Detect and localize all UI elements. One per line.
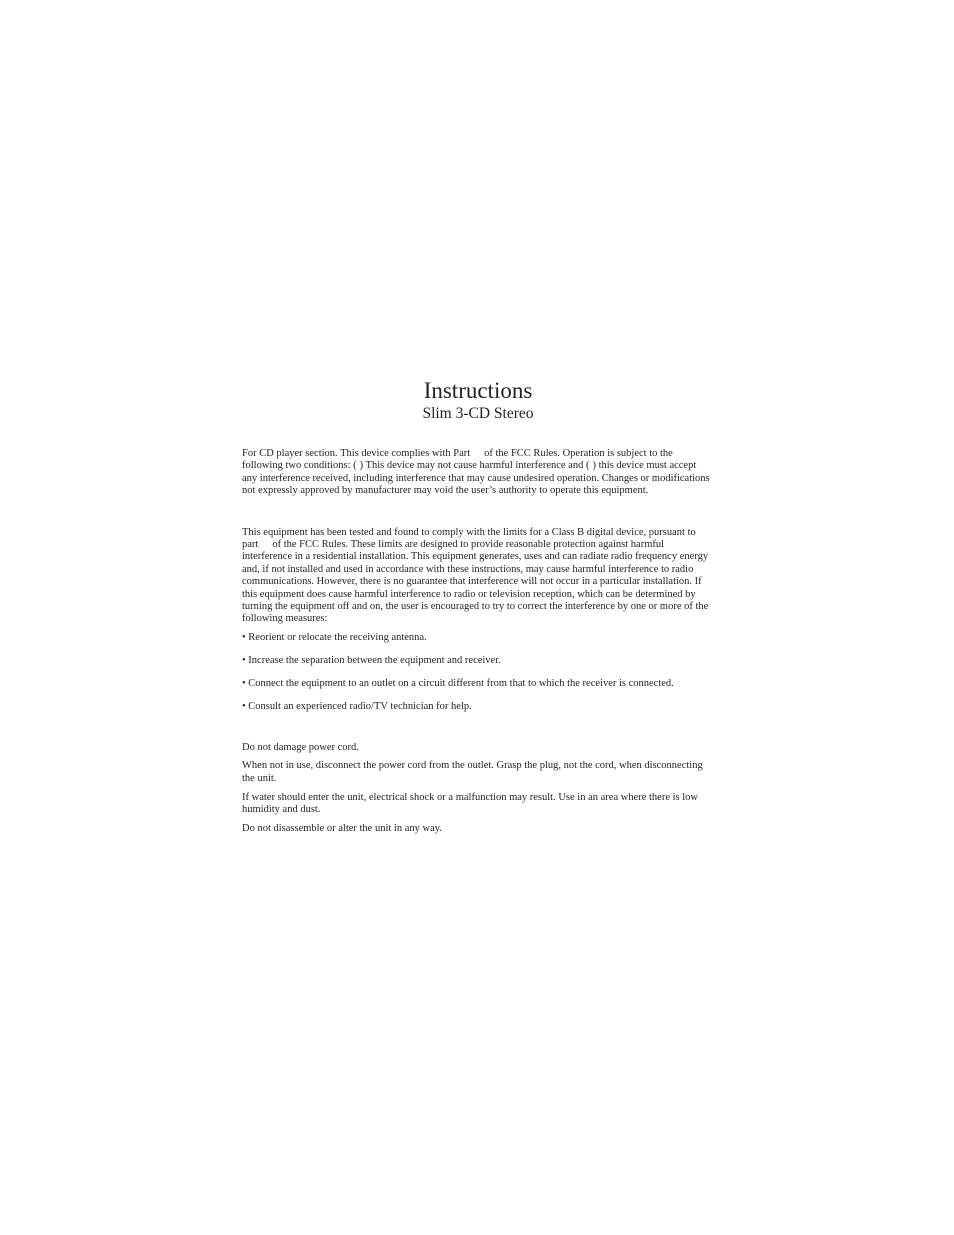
fcc-text-c: ) This device may not cause harmful interference and ( [359,460,590,472]
list-item: • Connect the equipment to an outlet on a circuit different from that to which the receiver is connected. [242,678,674,690]
fcc-text-b: of the FCC Rules. Operation is subject to the following two conditions: ( [242,448,673,472]
safety-item: Do not damage power cord. [242,741,359,753]
safety-item: When not in use, disconnect the power cord from the outlet. Grasp the plug, not the cord, when disconnecting the unit. [242,760,703,784]
fcc-compliance-paragraph [242,448,714,498]
page-title: Instructions [423,378,533,403]
class-b-paragraph [242,527,714,626]
class-b-text-b: of the FCC Rules. These limits are designed to provide reasonable protection against harmful interference in a residential installation. This equipment generates, uses and can radiate radio frequency energy and, if not installed and used in accordance with these instructions, may cause harmful interference to radio communications. However, there is no guarantee that interference will not occur in a particular installation. If this equipment does cause harmful interference to radio or television reception, which can be determined by turning the equipment off and on, the user is encouraged to try to correct the interference by one or more of the following measures: [242,539,709,625]
list-item: • Reorient or relocate the receiving antenna. [242,632,427,644]
fcc-text-d: ) this device must accept any interference received, including interference that may cause undesired operation. Changes or modifications not expressly approved by manufacturer may void the user’s authority to operate this equipment. [242,460,710,497]
safety-item: Do not disassemble or alter the unit in any way. [242,823,442,835]
safety-section [242,742,714,836]
safety-item: If water should enter the unit, electrical shock or a malfunction may result. Use in an area where there is low humidity and dust. [242,791,698,816]
list-item: • Increase the separation between the equipment and receiver. [242,655,501,667]
class-b-text-a: This equipment has been tested and found to comply with the limits for a Class B digital device, pursuant to part [242,526,696,551]
measures-list [242,632,714,713]
fcc-text-a: For CD player section. This device complies with Part [242,448,471,459]
list-item: • Consult an experienced radio/TV technician for help. [242,701,472,713]
page-subtitle: Slim 3-CD Stereo [422,405,534,422]
manual-page [242,378,714,835]
